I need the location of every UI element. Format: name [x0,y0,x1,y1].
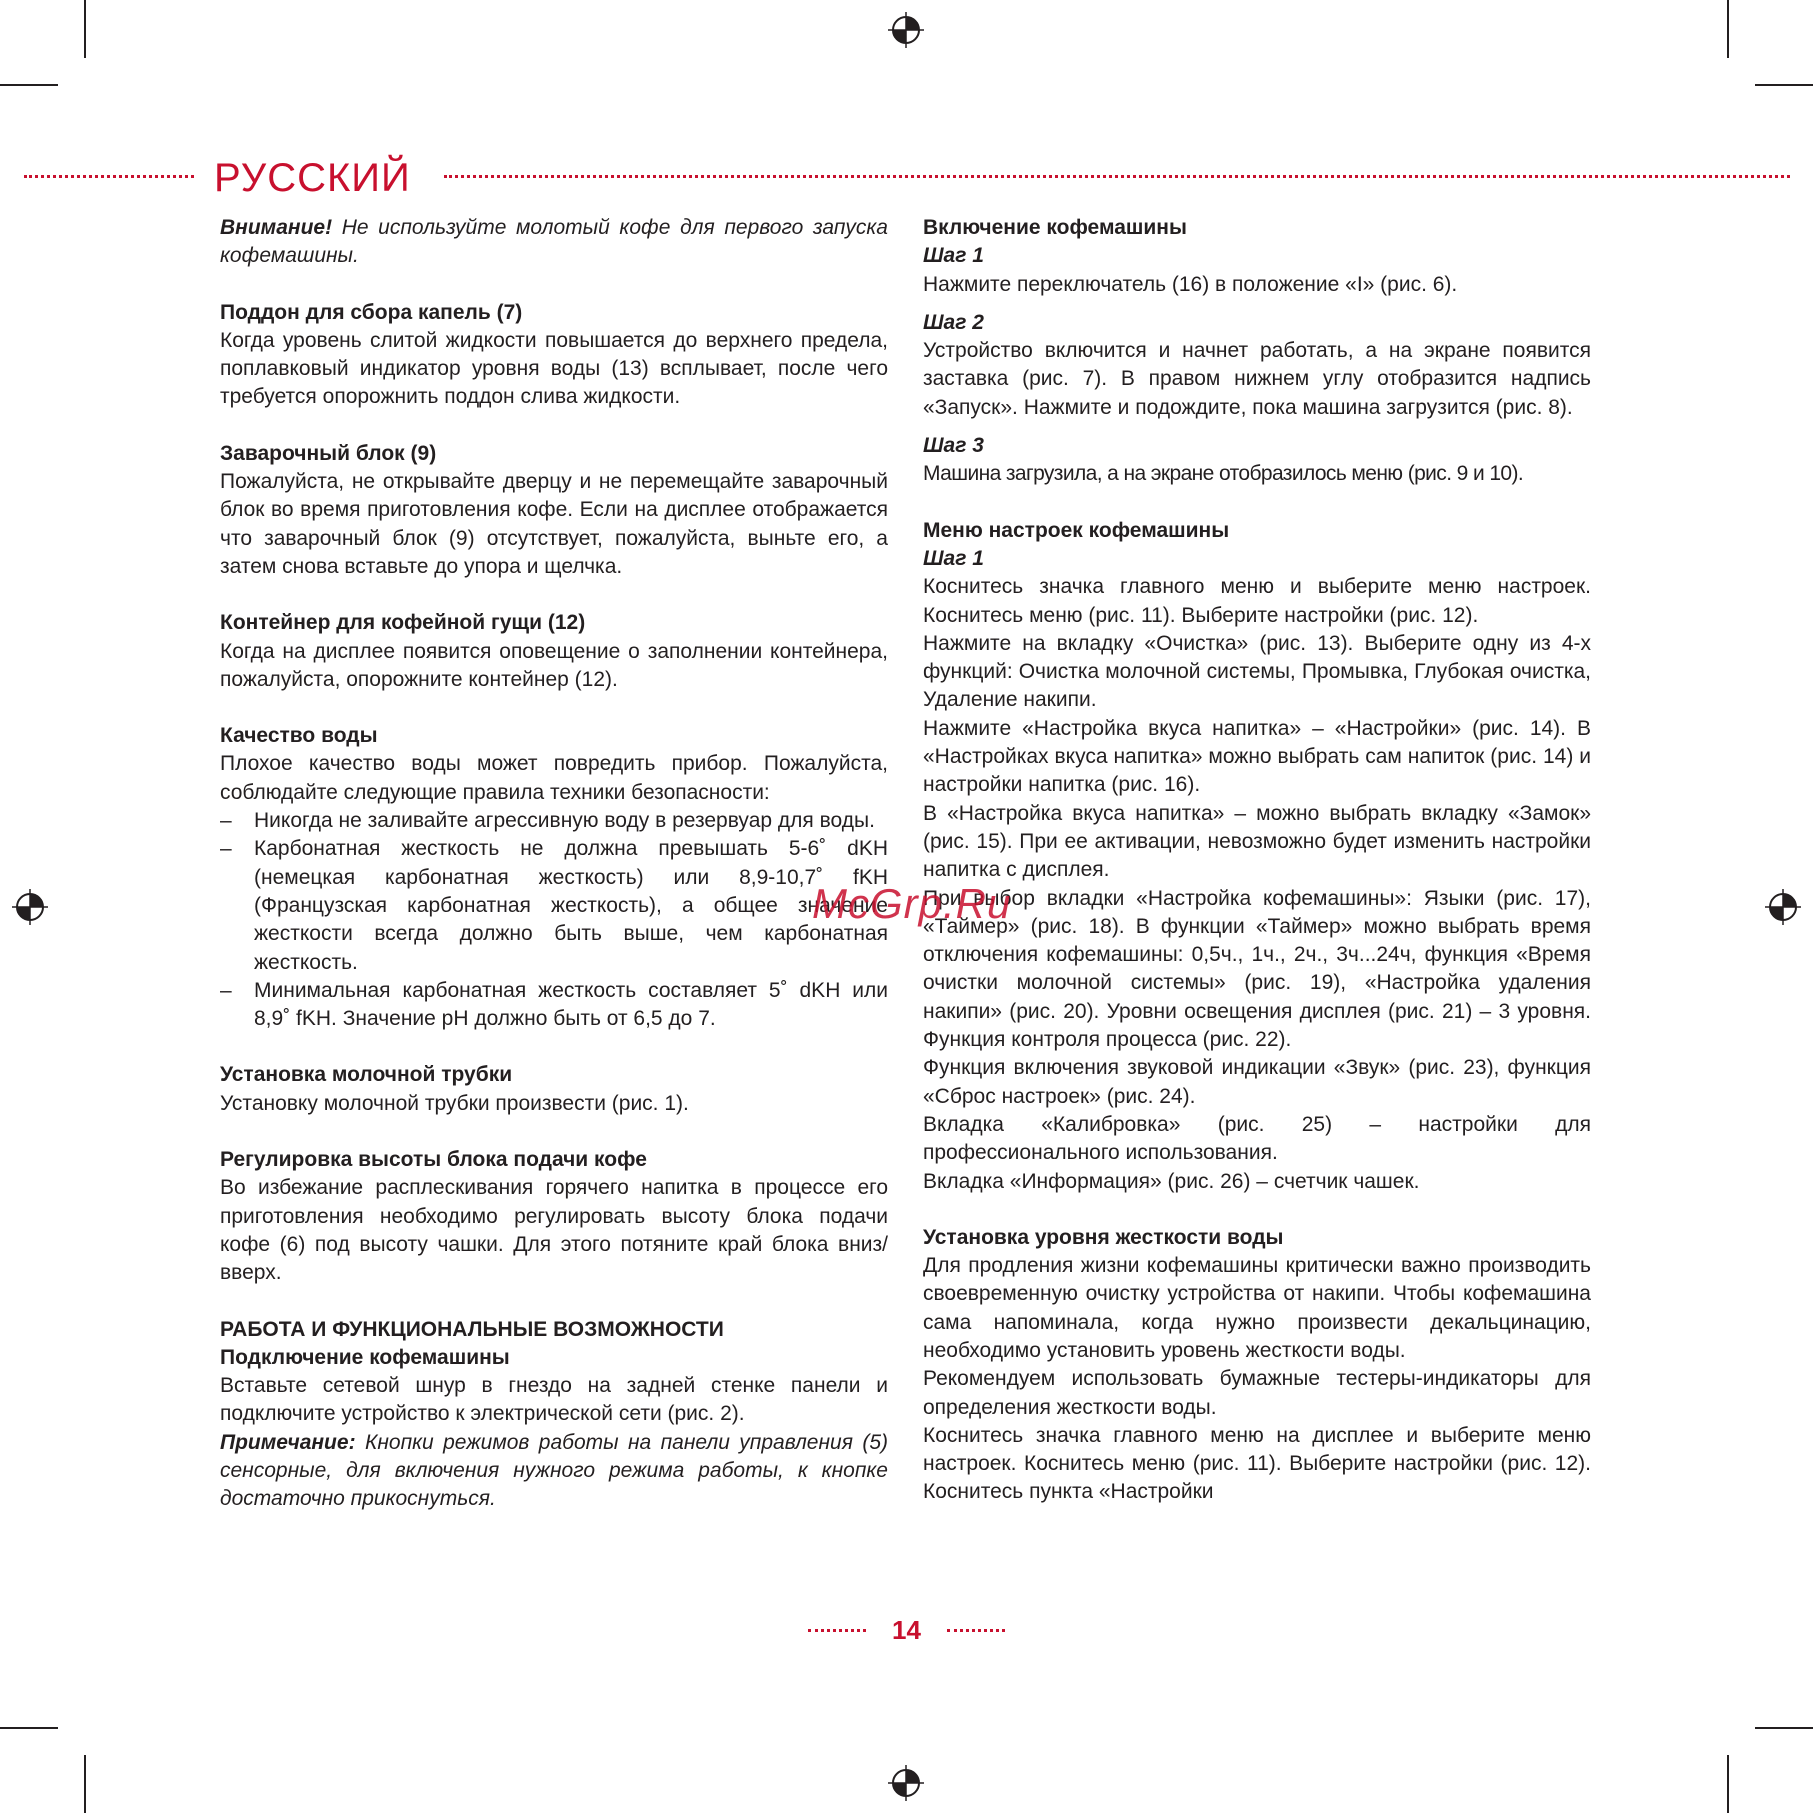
crop-mark [0,84,58,86]
step-label: Шаг 1 [923,244,984,268]
section-text: Коснитесь значка главного меню на дисплее и выберите меню настроек. Коснитесь меню (рис. 11). Выберите настройки (рис. 12). Коснитесь пункта «Настройки [923,1423,1591,1504]
section-text: Для продления жизни кофемашины критически важно производить своевременную очистку устройства от накипи. Чтобы кофемашина сама напоминала, когда нужно произвести декальцинацию, необходимо установить уровень жесткости воды. [923,1254,1591,1362]
left-column [220,214,888,1514]
note-text: Кнопки режимов работы на панели управления (5) сенсорные, для включения нужного режима работы, к кнопке достаточно прикоснуться. [220,1430,888,1511]
warning-paragraph [220,214,888,271]
section-text: Вкладка «Информация» (рис. 26) – счетчик чашек. [923,1169,1420,1193]
crop-mark [1727,0,1729,58]
page-title: РУССКИЙ [214,156,411,200]
section-heading: Установка уровня жесткости воды [923,1225,1284,1249]
step-label: Шаг 2 [923,310,984,334]
crop-mark [84,0,86,58]
section-text: Функция включения звуковой индикации «Звук» (рис. 23), функция «Сброс настроек» (рис. 24). [923,1056,1591,1108]
section-heading: Поддон для сбора капель (7) [220,300,523,324]
section-heading: Меню настроек кофемашины [923,518,1230,542]
registration-mark-icon [888,12,924,48]
crop-mark [1727,1755,1729,1813]
note-label: Примечание: [220,1430,356,1454]
section-text: Коснитесь значка главного меню и выберите меню настроек. Коснитесь меню (рис. 11). Выберите настройки (рис. 12). [923,575,1591,627]
step-text: Нажмите переключатель (16) в положение «I» (рис. 6). [923,272,1458,296]
section-heading: Качество воды [220,724,378,748]
header-dotted-rule [444,175,1790,178]
list-item: – Карбонатная жесткость не должна превышать 5-6˚ dKH (немецкая карбонатная жесткость) или 8,9-10,7˚ fKH (Французская карбонатная жесткость), а общее значение жесткости всегда должно быть выше, чем карбонатная жесткость. [220,837,888,974]
section-heading: Заварочный блок (9) [220,441,437,465]
header-dotted-rule [24,175,194,178]
section-text: Когда уровень слитой жидкости повышается до верхнего предела, поплавковый индикатор уровня воды (13) всплывает, после чего требуется опорожнить поддон слива жидкости. [220,328,888,409]
registration-mark-icon [888,1765,924,1801]
page-number: 14 [892,1615,921,1645]
section-text: Нажмите «Настройка вкуса напитка» – «Настройки» (рис. 14). В «Настройках вкуса напитка» можно выбрать сам напиток (рис. 14) и настройки напитка (рис. 16). [923,716,1591,797]
chapter-heading: РАБОТА И ФУНКЦИОНАЛЬНЫЕ ВОЗМОЖНОСТИ [220,1317,724,1341]
crop-mark [1755,84,1813,86]
page-footer [800,1612,1013,1648]
section-text: Вставьте сетевой шнур в гнездо на задней стенке панели и подключите устройство к электрической сети (рис. 2). [220,1374,888,1426]
warning-text: Не используйте молотый кофе для первого запуска кофемашины. [220,216,888,268]
list-item: – Минимальная карбонатная жесткость составляет 5˚ dKH или 8,9˚ fKH. Значение pH должно быть от 6,5 до 7. [220,978,888,1031]
list-item: – Никогда не заливайте агрессивную воду в резервуар для воды. [220,809,875,833]
note-paragraph [220,1429,888,1514]
registration-mark-icon [1765,889,1801,925]
section-text: Вкладка «Калибровка» (рис. 25) – настройки для профессионального использования. [923,1112,1591,1165]
section-text: Пожалуйста, не открывайте дверцу и не перемещайте заварочный блок во время приготовления кофе. Если на дисплее отображается что заварочный блок (9) отсутствует, пожалуйста, выньте его, а затем снова вставьте до упора и щелчка. [220,470,888,578]
crop-mark [1755,1727,1813,1729]
section-text: При выбор вкладки «Настройка кофемашины»: Языки (рис. 17), «Таймер» (рис. 18). В функции «Таймер» можно выбрать время отключения кофемашины: 0,5ч., 1ч., 2ч., 3ч...24ч, функция «Время очистки молочной системы» (рис. 19), «Настройка удаления накипи» (рис. 20). Уровни освещения дисплея (рис. 21) – 3 уровня. Функция контроля процесса (рис. 22). [923,886,1591,1052]
step-text: Машина загрузила, а на экране отобразилось меню (рис. 9 и 10). [923,462,1524,486]
section-header [24,155,1790,205]
section-text: В «Настройка вкуса напитка» – можно выбрать вкладку «Замок» (рис. 15). При ее активации, невозможно будет изменить настройки напитка с дисплея. [923,801,1591,882]
section-heading: Установка молочной трубки [220,1063,513,1087]
step-text: Устройство включится и начнет работать, а на экране появится заставка (рис. 7). В правом нижнем углу отобразится надпись «Запуск». Нажмите и подождите, пока машина загрузится (рис. 8). [923,339,1591,419]
section-heading: Включение кофемашины [923,216,1187,239]
section-heading: Регулировка высоты блока подачи кофе [220,1148,647,1172]
section-text: Когда на дисплее появится оповещение о заполнении контейнера, пожалуйста, опорожните контейнер (12). [220,639,888,691]
step-label: Шаг 1 [923,546,984,570]
footer-dotted-rule [808,1629,866,1632]
section-heading: Контейнер для кофейной гущи (12) [220,611,586,635]
section-text: Нажмите на вкладку «Очистка» (рис. 13). Выберите одну из 4-х функций: Очистка молочной системы, Промывка, Глубокая очистка, Удаление накипи. [923,631,1591,712]
right-column [923,214,1591,1507]
crop-mark [0,1727,58,1729]
registration-mark-icon [12,889,48,925]
section-text: Установку молочной трубки произвести (рис. 1). [220,1091,689,1115]
section-text: Во избежание расплескивания горячего напитка в процессе его приготовления необходимо регулировать высоту блока подачи кофе (6) под высоту чашки. Для этого потяните край блока вниз/вверх. [220,1176,888,1285]
step-label: Шаг 3 [923,434,984,458]
section-text: Рекомендуем использовать бумажные тестеры-индикаторы для определения жесткости воды. [923,1367,1591,1419]
section-text: Плохое качество воды может повредить прибор. Пожалуйста, соблюдайте следующие правила техники безопасности: [220,752,888,804]
warning-label: Внимание! [220,216,333,239]
watermark-text: McGrp.Ru [812,880,1012,927]
footer-dotted-rule [947,1629,1005,1632]
crop-mark [84,1755,86,1813]
section-heading: Подключение кофемашины [220,1345,510,1369]
